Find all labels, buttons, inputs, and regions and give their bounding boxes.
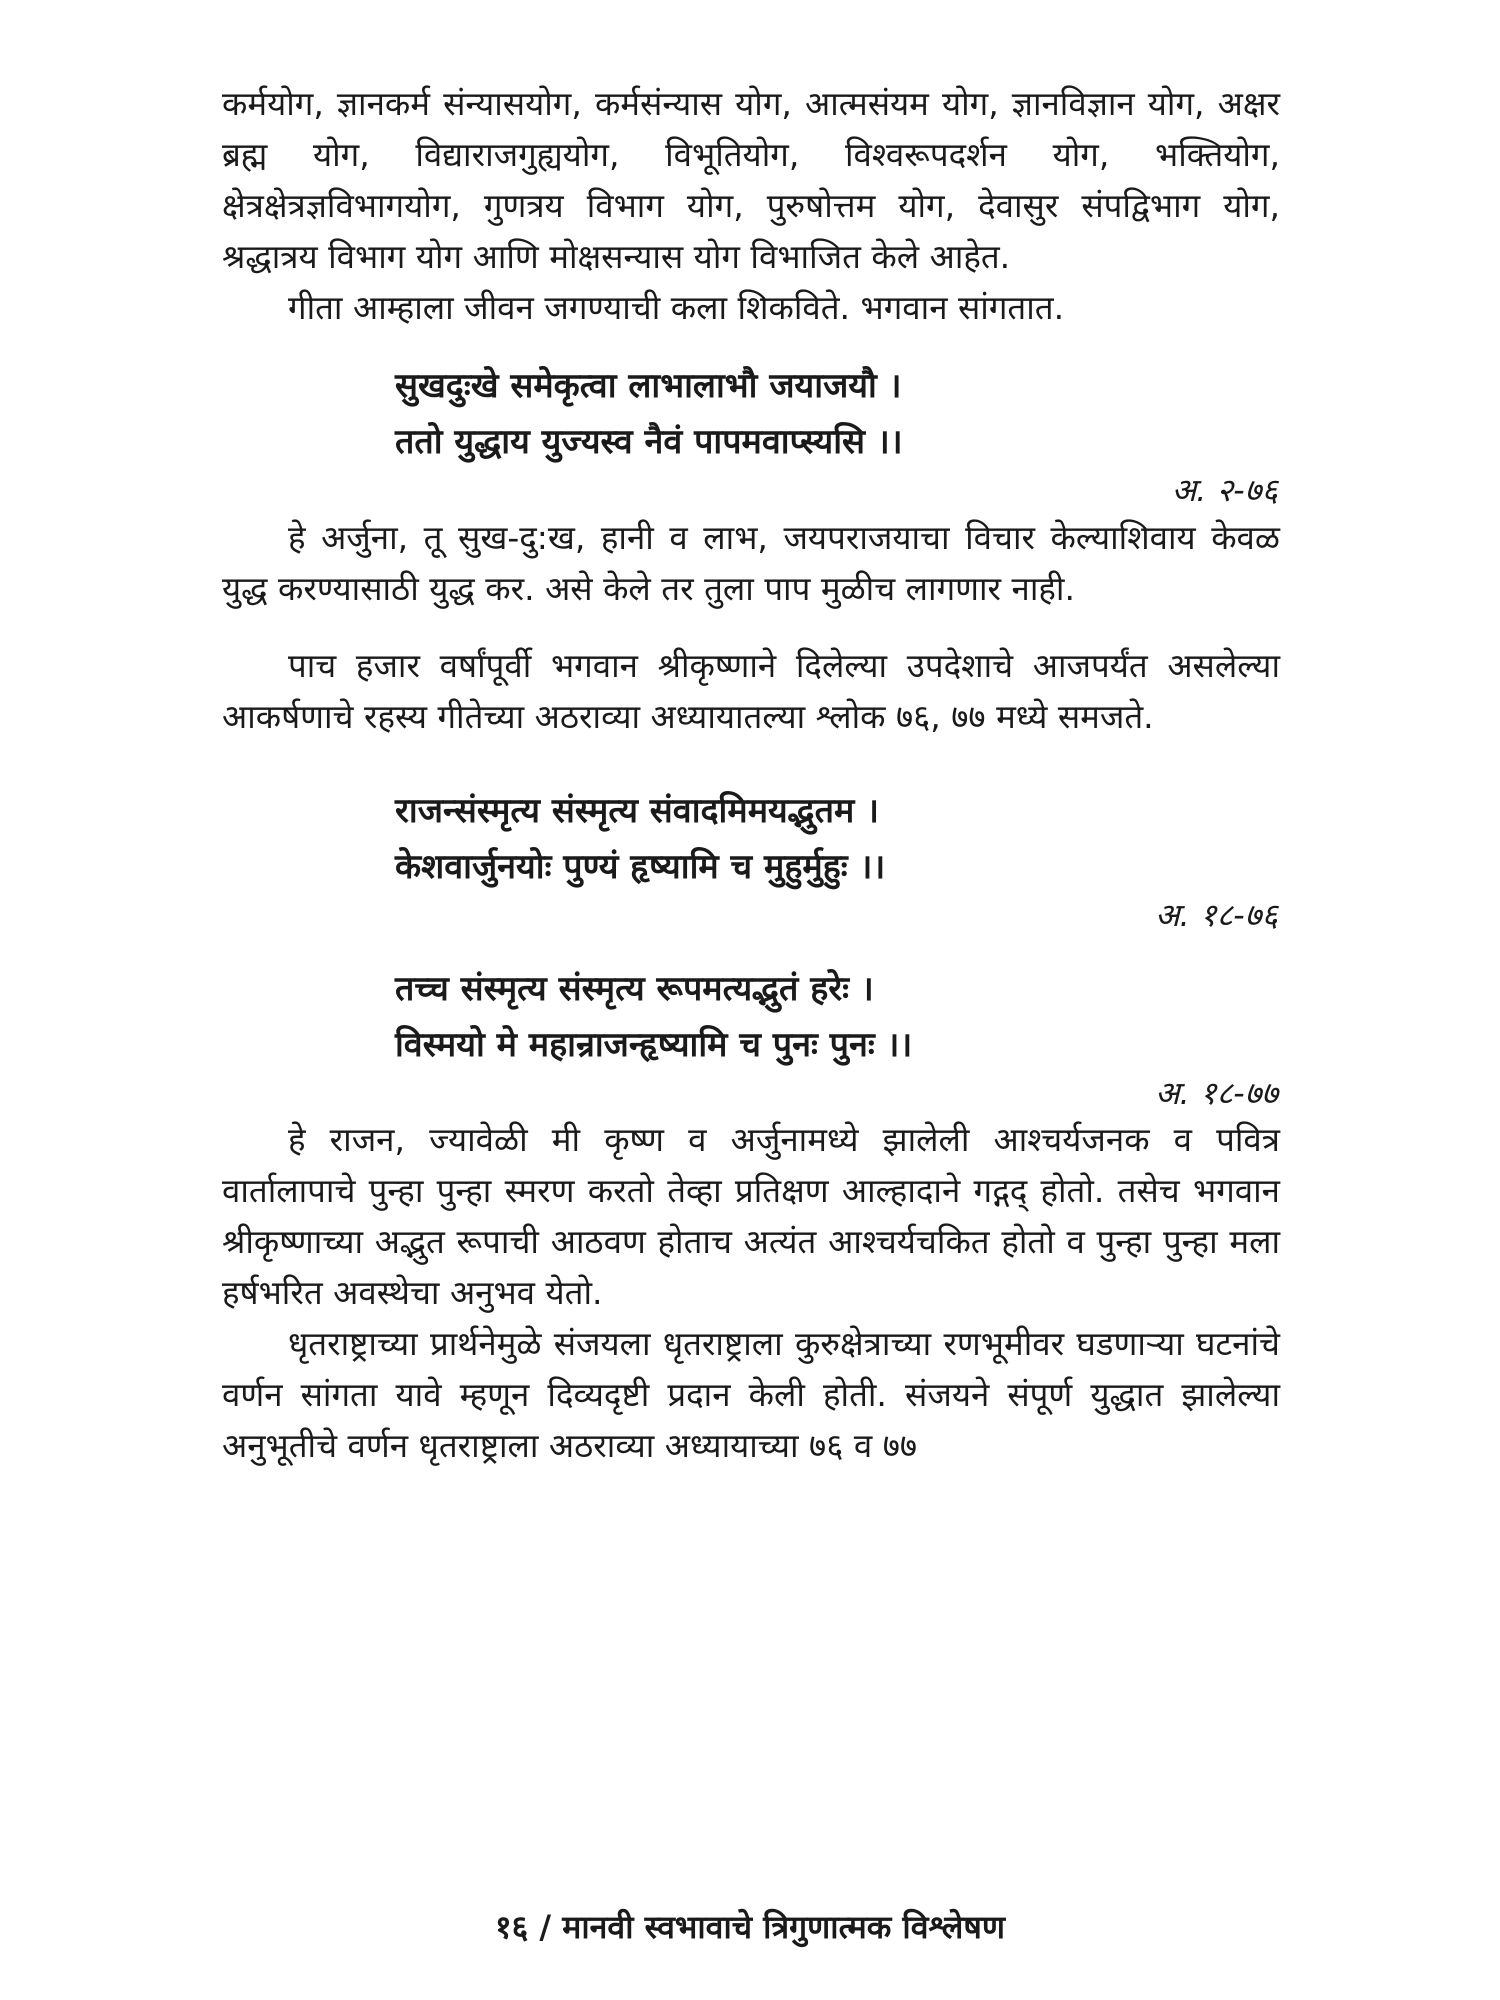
- paragraph-rajan: हे राजन, ज्यावेळी मी कृष्ण व अर्जुनामध्ये झालेली आश्चर्यजनक व पवित्र वार्तालापाचे पुन्हा पुन्हा स्मरण करतो तेव्हा प्रतिक्षण आल्हादाने गद्गद् होतो. तसेच भगवान श्रीकृष्णाच्या अद्भुत रूपाची आठवण होताच अत्यंत आश्चर्यचकित होतो व पुन्हा पुन्हा मला हर्षभरित अवस्थेचा अनुभव येतो.: [222, 1120, 1280, 1312]
- paragraph-gita-intro: गीता आम्हाला जीवन जगण्याची कला शिकविते. भगवान सांगतात.: [288, 288, 1065, 327]
- verse-line: ततो युद्धाय युज्यस्व नैवं पापमवाप्स्यसि ।।: [395, 422, 903, 462]
- verse-line: तच्च संस्मृत्य संस्मृत्य रूपमत्यद्भुतं हरेः ।: [395, 969, 874, 1009]
- verse-reference: अ. १८-७७: [1155, 1074, 1278, 1112]
- verse-reference: अ. १८-७६: [1155, 896, 1278, 934]
- verse-block: [395, 358, 903, 470]
- verse-line: राजन्संस्मृत्य संस्मृत्य संवादमिमयद्भुतम ।: [395, 791, 880, 831]
- page-footer: १६ / मानवी स्वभावाचे त्रिगुणात्मक विश्लेषण: [494, 1908, 1006, 1946]
- paragraph-secret: पाच हजार वर्षांपूर्वी भगवान श्रीकृष्णाने दिलेल्या उपदेशाचे आजपर्यंत असलेल्या आकर्षणाचे रहस्य गीतेच्या अठराव्या अध्यायातल्या श्लोक ७६, ७७ मध्ये समजते.: [222, 646, 1280, 736]
- verse-reference: अ. २-७६: [1171, 471, 1278, 509]
- paragraph-yoga-list: कर्मयोग, ज्ञानकर्म संन्यासयोग, कर्मसंन्यास योग, आत्मसंयम योग, ज्ञानविज्ञान योग, अक्षर ब्रह्म योग, विद्याराजगुह्ययोग, विभूतियोग, विश्वरूपदर्शन योग, भक्तियोग, क्षेत्रक्षेत्रज्ञविभागयोग, गुणत्रय विभाग योग, पुरुषोत्तम योग, देवासुर संपद्विभाग योग, श्रद्धात्रय विभाग योग आणि मोक्षसन्यास योग विभाजित केले आहेत.: [222, 84, 1280, 276]
- paragraph-translation: हे अर्जुना, तू सुख-दु:ख, हानी व लाभ, जयपराजयाचा विचार केल्याशिवाय केवळ युद्ध करण्यासाठी युद्ध कर. असे केले तर तुला पाप मुळीच लागणार नाही.: [222, 518, 1280, 608]
- verse-block: [395, 783, 885, 895]
- paragraph-dhritarashtra: धृतराष्ट्राच्या प्रार्थनेमुळे संजयला धृतराष्ट्राला कुरुक्षेत्राच्या रणभूमीवर घडणाऱ्या घटनांचे वर्णन सांगता यावे म्हणून दिव्यदृष्टी प्रदान केली होती. संजयने संपूर्ण युद्धात झालेल्या अनुभूतीचे वर्णन धृतराष्ट्राला अठराव्या अध्यायाच्या ७६ व ७७: [222, 1324, 1280, 1465]
- verse-line: सुखदुःखे समेकृत्वा लाभालाभौ जयाजयौ ।: [395, 366, 902, 406]
- verse-line: केशवार्जुनयोः पुण्यं हृष्यामि च मुहुर्मुहुः ।।: [395, 847, 886, 887]
- verse-block: [395, 961, 912, 1073]
- verse-line: विस्मयो मे महान्राजन्हृष्यामि च पुनः पुनः ।।: [395, 1025, 913, 1065]
